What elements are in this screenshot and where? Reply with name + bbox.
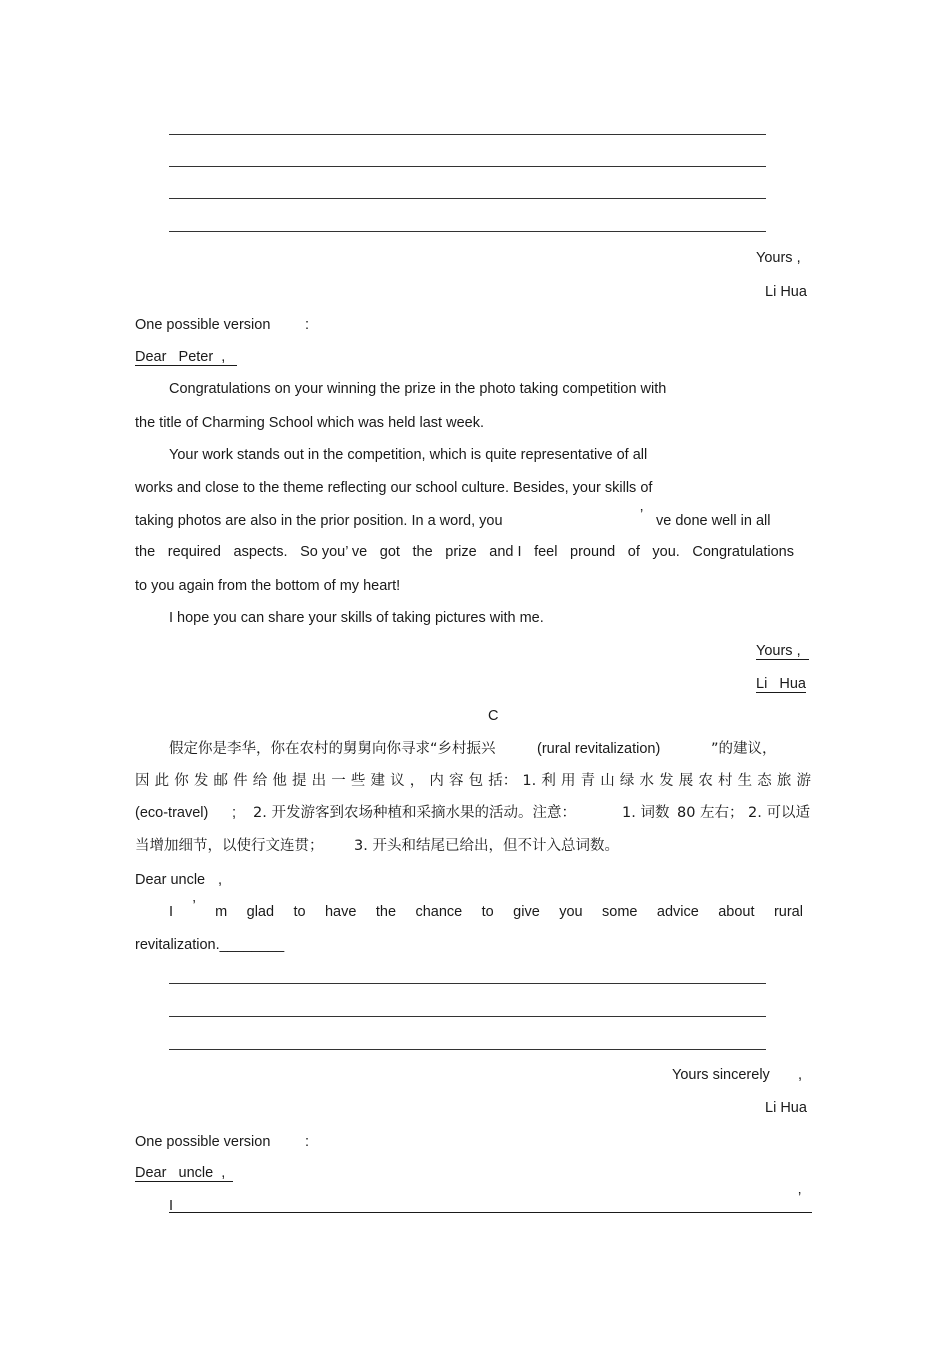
word: and I	[489, 544, 522, 560]
word: the	[135, 544, 156, 560]
char: 村	[717, 773, 733, 789]
char: 此	[154, 773, 170, 789]
writing-line	[169, 134, 766, 135]
writing-line	[169, 231, 766, 232]
signature-last: Hua	[779, 676, 806, 692]
word: I	[169, 904, 174, 920]
prompt-text: 假定你是李华，你在农村的舅舅向你寻求“乡村振兴	[169, 741, 496, 757]
char: 态	[757, 773, 772, 789]
version-heading: One possible version	[135, 317, 271, 333]
word: prize	[445, 544, 477, 560]
word: advice	[656, 904, 699, 920]
char: 旅	[776, 773, 792, 789]
salutation-gap	[166, 1165, 178, 1182]
char: 用	[560, 773, 576, 789]
char: 绿	[619, 773, 635, 789]
prompt-text: 3. 开头和结尾已给出，但不计入总词数。	[354, 838, 619, 854]
salutation-name: Peter	[178, 349, 214, 365]
word: of	[627, 544, 640, 560]
writing-line	[169, 1049, 766, 1050]
prompt-text: 1. 词数	[622, 805, 670, 821]
word: feel	[534, 544, 558, 560]
char: 包	[468, 773, 484, 789]
word: about	[718, 904, 755, 920]
body-text-justified	[135, 543, 794, 561]
word: chance	[415, 904, 463, 920]
prompt-text: (eco-travel)	[135, 805, 209, 821]
word: have	[324, 904, 357, 920]
salutation	[135, 348, 237, 366]
body-text: the title of Charming School which was held last week.	[135, 415, 484, 431]
letter-closing: Yours sincerely	[672, 1067, 770, 1083]
salutation-name: uncle	[178, 1165, 214, 1181]
letter-closing: Yours ,	[756, 250, 801, 266]
word: pround	[570, 544, 616, 560]
answer-apostrophe: ’	[798, 1190, 802, 1206]
char: 件	[233, 773, 248, 789]
prompt-text: 当增加细节，以使行文连贯；	[135, 838, 324, 854]
char: 青	[580, 773, 596, 789]
salutation-comma: ,	[218, 872, 223, 888]
char: 水	[639, 773, 654, 789]
char: 农	[698, 773, 713, 789]
writing-line	[169, 166, 766, 167]
char: 他	[272, 773, 287, 789]
body-text: to you again from the bottom of my heart!	[135, 578, 401, 594]
prompt-text: ”的建议，	[711, 741, 777, 757]
char: 容	[449, 773, 464, 789]
prompt-text: 2. 可以适	[748, 805, 810, 821]
prompt-text: 2. 开发游客到农场种植和采摘水果的活动。注意：	[253, 805, 576, 821]
body-text: Your work stands out in the competition, which is quite representative of all	[169, 447, 648, 463]
closing-text: Yours ,	[756, 643, 801, 659]
char: 给	[252, 773, 268, 789]
char: 山	[600, 773, 615, 789]
letter-signature	[756, 675, 806, 693]
prompt-text: ;	[232, 805, 237, 821]
prompt-text-justified	[135, 772, 811, 790]
signature-first: Li	[756, 676, 768, 692]
char: ，	[409, 773, 425, 789]
answer-first-word: I	[169, 1198, 174, 1214]
char: 发	[659, 773, 674, 789]
word: you.	[652, 544, 680, 560]
body-text: works and close to the theme reflecting our school culture. Besides, your skills of	[135, 480, 653, 496]
word: the	[412, 544, 433, 560]
char: 展	[678, 773, 694, 789]
prompt-text: (rural revitalization)	[537, 741, 661, 757]
letter-closing-comma: ,	[798, 1067, 803, 1083]
salutation	[135, 1164, 233, 1182]
salutation: Dear uncle	[135, 872, 206, 888]
char: 邮	[213, 773, 228, 789]
char: 出	[311, 773, 327, 789]
word: to	[481, 904, 494, 920]
char: 生	[737, 773, 753, 789]
version-heading: One possible version	[135, 1134, 271, 1150]
word: aspects.	[233, 544, 288, 560]
writing-line	[169, 198, 766, 199]
char: 提	[292, 773, 307, 789]
word: m	[215, 904, 228, 920]
char: 利	[541, 773, 556, 789]
letter-signature: Li Hua	[765, 284, 807, 300]
char: 议	[390, 773, 405, 789]
body-text: Congratulations on your winning the prize in the photo taking competition with	[169, 381, 667, 397]
answer-underline	[169, 1212, 812, 1213]
body-text-apostrophe: ’	[640, 507, 644, 523]
char: 些	[350, 773, 366, 789]
word: give	[513, 904, 540, 920]
char: 发	[193, 773, 209, 789]
word: So you’ ve	[300, 544, 368, 560]
char: 括：	[488, 773, 518, 789]
section-label: C	[488, 708, 499, 724]
writing-line	[169, 1016, 766, 1017]
word: ’	[192, 898, 196, 914]
word: Congratulations	[692, 544, 794, 560]
letter-signature: Li Hua	[765, 1100, 807, 1116]
char: 内	[429, 773, 444, 789]
salutation-comma: ,	[221, 1165, 226, 1181]
signature-gap	[767, 676, 779, 693]
salutation-gap	[166, 349, 178, 366]
body-text: taking photos are also in the prior position. In a word, you	[135, 513, 503, 529]
word: you	[559, 904, 583, 920]
body-text: ve done well in all	[656, 513, 771, 529]
word: the	[375, 904, 397, 920]
salutation-gap	[225, 1165, 233, 1182]
closing-gap	[801, 643, 809, 660]
word: glad	[246, 904, 275, 920]
word: to	[293, 904, 306, 920]
salutation-dear: Dear	[135, 1165, 167, 1181]
char: 因	[135, 773, 150, 789]
opening-justified	[169, 898, 803, 921]
letter-closing	[756, 642, 809, 660]
salutation-gap	[225, 349, 237, 366]
salutation-dear: Dear	[135, 349, 167, 365]
word: rural	[773, 904, 803, 920]
salutation-comma: ,	[221, 349, 226, 365]
word: some	[602, 904, 638, 920]
word: required	[167, 544, 221, 560]
prompt-text: 80 左右；	[677, 805, 744, 821]
char: 游	[796, 773, 811, 789]
version-heading-colon: :	[305, 1134, 310, 1150]
char: 一	[331, 773, 346, 789]
char: 1.	[522, 773, 537, 789]
char: 建	[370, 773, 385, 789]
word: got	[379, 544, 400, 560]
version-heading-colon: :	[305, 317, 310, 333]
body-text: I hope you can share your skills of taking pictures with me.	[169, 610, 544, 626]
writing-line	[169, 983, 766, 984]
opening-text: revitalization.________	[135, 937, 285, 953]
char: 你	[174, 773, 189, 789]
